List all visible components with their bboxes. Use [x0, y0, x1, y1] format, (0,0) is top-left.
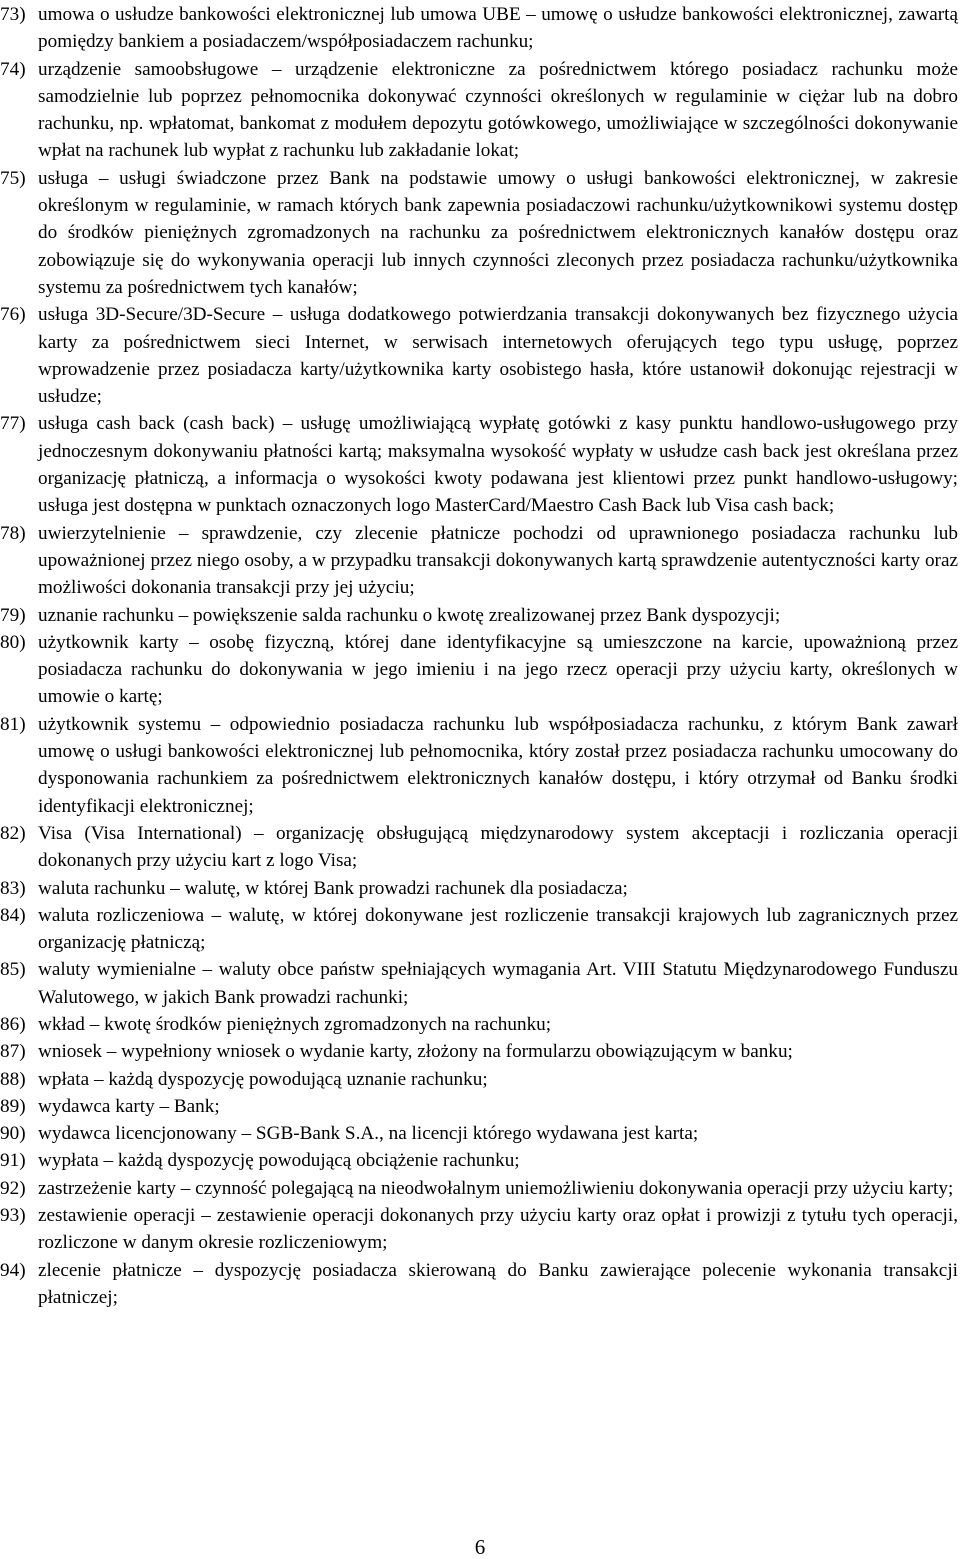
entry-number: 83): [0, 877, 26, 899]
definition-entry: [0, 1011, 960, 1038]
definition-entry: [0, 629, 960, 711]
definition-entry: [0, 1257, 960, 1312]
entry-text: zlecenie płatnicze – dyspozycję posiadacza skierowaną do Banku zawierające polecenie wykonania transakcji płatniczej;: [38, 1259, 958, 1308]
entry-number: 80): [0, 631, 26, 653]
definition-entry: [0, 1, 960, 56]
entry-text: uwierzytelnienie – sprawdzenie, czy zlecenie płatnicze pochodzi od uprawnionego posiadacza rachunku lub upoważnionej przez niego osoby, a w przypadku transakcji dokonywanych kartą sprawdzenie autentyczności karty oraz możliwości dokonania transakcji przy jej użyciu;: [38, 522, 958, 599]
entry-text: usługa – usługi świadczone przez Bank na podstawie umowy o usługi bankowości elektronicznej, w zakresie określonym w regulaminie, w ramach których bank zapewnia posiadaczowi rachunku/użytkownikowi systemu dostęp do środków pieniężnych zgromadzonych na rachunku za pośrednictwem elektronicznych kanałów dostępu oraz zobowiązuje się do wykonywania operacji lub innych czynności zleconych przez posiadacza rachunku/użytkownika systemu za pośrednictwem tych kanałów;: [38, 167, 958, 298]
entry-text: Visa (Visa International) – organizację obsługującą międzynarodowy system akceptacji i rozliczania operacji dokonanych przy użyciu kart z logo Visa;: [38, 822, 958, 872]
entry-number: 78): [0, 522, 26, 544]
entry-number: 90): [0, 1123, 26, 1145]
entry-text: użytkownik systemu – odpowiednio posiadacza rachunku lub współposiadacza rachunku, z którym Bank zawarł umowę o usługi bankowości elektronicznej lub pełnomocnika, który został przez posiadacza rachunku umocowany do dysponowania rachunkiem za pośrednictwem elektronicznych kanałów dostępu, i który otrzymał od Banku środki identyfikacji elektronicznej;: [38, 713, 958, 817]
definition-entry: [0, 1120, 960, 1147]
definition-entry: [0, 956, 960, 1011]
entry-text: usługa cash back (cash back) – usługę umożliwiającą wypłatę gotówki z kasy punktu handlowo-usługowego przy jednoczesnym dokonywaniu płatności kartą; maksymalna wysokość wypłaty w usłudze cash back jest określana przez organizację płatniczą, a informacja o wysokości kwoty podawana jest klientowi przez punkt handlowo-usługowy; usługa jest dostępna w punktach oznaczonych logo MasterCard/Maestro Cash Back lub Visa cash back;: [38, 413, 958, 517]
definition-entry: [0, 1202, 960, 1257]
definition-entry: [0, 602, 960, 629]
entry-text: urządzenie samoobsługowe – urządzenie elektroniczne za pośrednictwem którego posiadacz rachunku może samodzielnie lub poprzez pełnomocnika dokonywać czynności określonych w regulaminie w ciężar lub na dobro rachunku, np. wpłatomat, bankomat z modułem depozytu gotówkowego, umożliwiające w szczególności dokonywanie wpłat na rachunek lub wypłat z rachunku lub zakładanie lokat;: [38, 58, 958, 162]
definition-entry: [0, 1175, 960, 1202]
entry-text: zestawienie operacji – zestawienie operacji dokonanych przy użyciu karty oraz opłat i prowizji z tytułu tych operacji, rozliczone w danym okresie rozliczeniowym;: [38, 1205, 958, 1254]
entry-text: wypłata – każdą dyspozycję powodującą obciążenie rachunku;: [38, 1150, 520, 1172]
definition-entry: [0, 1038, 960, 1065]
entry-number: 79): [0, 604, 26, 626]
definitions-list: [0, 1, 960, 1311]
definition-entry: [0, 301, 960, 410]
definition-entry: [0, 1093, 960, 1120]
entry-number: 87): [0, 1041, 26, 1063]
definition-entry: [0, 820, 960, 875]
entry-number: 86): [0, 1013, 26, 1035]
definition-entry: [0, 56, 960, 165]
entry-number: 75): [0, 167, 26, 189]
entry-number: 88): [0, 1068, 26, 1090]
entry-number: 92): [0, 1177, 26, 1199]
entry-number: 77): [0, 413, 26, 435]
entry-text: waluta rozliczeniowa – walutę, w której dokonywane jest rozliczenie transakcji krajowych lub zagranicznych przez organizację płatniczą;: [38, 904, 958, 954]
entry-number: 85): [0, 959, 26, 981]
entry-text: zastrzeżenie karty – czynność polegającą na nieodwołalnym uniemożliwieniu dokonywania operacji przy użyciu karty;: [38, 1177, 954, 1199]
entry-number: 74): [0, 58, 26, 80]
entry-number: 94): [0, 1259, 26, 1281]
entry-text: uznanie rachunku – powiększenie salda rachunku o kwotę zrealizowanej przez Bank dyspozycji;: [38, 604, 781, 626]
entry-number: 89): [0, 1095, 26, 1117]
entry-text: waluty wymienialne – waluty obce państw spełniających wymagania Art. VIII Statutu Międzynarodowego Funduszu Walutowego, w jakich Bank prowadzi rachunki;: [38, 959, 958, 1008]
entry-number: 73): [0, 4, 26, 25]
entry-text: waluta rachunku – walutę, w której Bank prowadzi rachunek dla posiadacza;: [38, 877, 628, 899]
entry-text: wydawca karty – Bank;: [38, 1095, 220, 1117]
entry-text: użytkownik karty – osobę fizyczną, której dane identyfikacyjne są umieszczone na karcie, upoważnioną przez posiadacza rachunku do dokonywania w jego imieniu i na jego rzecz operacji przy użyciu karty, określonych w umowie o kartę;: [38, 631, 958, 708]
entry-number: 82): [0, 822, 26, 844]
entry-text: usługa 3D-Secure/3D-Secure – usługa dodatkowego potwierdzania transakcji dokonywanych bez fizycznego użycia karty za pośrednictwem sieci Internet, w serwisach internetowych oferujących tego typu usługę, poprzez wprowadzenie przez posiadacza karty/użytkownika karty osobistego hasła, które ustanowił dokonując rejestracji w usłudze;: [38, 304, 958, 408]
entry-text: umowa o usłudze bankowości elektronicznej lub umowa UBE – umowę o usłudze bankowości elektronicznej, zawartą pomiędzy bankiem a posiadaczem/współposiadaczem rachunku;: [38, 4, 958, 53]
definition-entry: [0, 520, 960, 602]
entry-number: 76): [0, 304, 26, 326]
page-number: 6: [474, 1535, 486, 1559]
definition-entry: [0, 875, 960, 902]
definition-entry: [0, 165, 960, 301]
definition-entry: [0, 711, 960, 820]
definition-entry: [0, 1066, 960, 1093]
definition-entry: [0, 410, 960, 519]
definition-entry: [0, 902, 960, 957]
entry-number: 93): [0, 1205, 26, 1227]
entry-text: wydawca licencjonowany – SGB-Bank S.A., na licencji którego wydawana jest karta;: [38, 1123, 699, 1145]
definition-entry: [0, 1147, 960, 1174]
entry-text: wkład – kwotę środków pieniężnych zgromadzonych na rachunku;: [38, 1013, 552, 1035]
entry-number: 91): [0, 1150, 26, 1172]
entry-number: 84): [0, 904, 26, 926]
entry-number: 81): [0, 713, 26, 735]
entry-text: wpłata – każdą dyspozycję powodującą uznanie rachunku;: [38, 1068, 488, 1090]
entry-text: wniosek – wypełniony wniosek o wydanie karty, złożony na formularzu obowiązującym w banku;: [38, 1041, 793, 1063]
